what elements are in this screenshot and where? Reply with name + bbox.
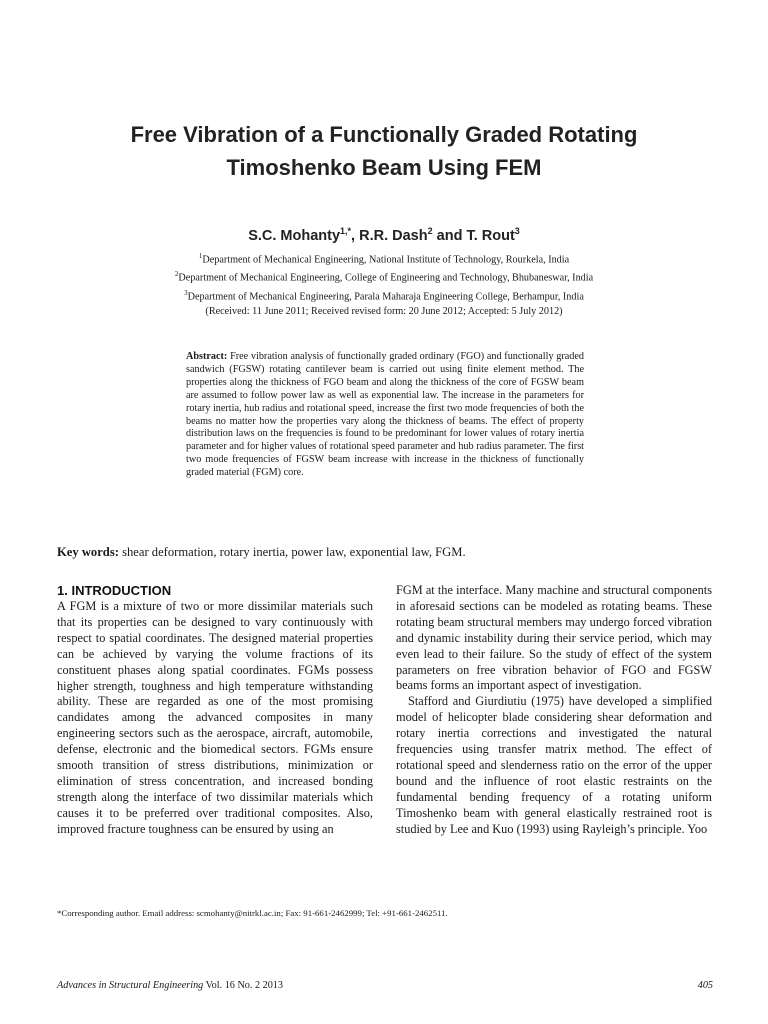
affiliation xyxy=(40,286,728,304)
author-name: R.R. Dash xyxy=(359,227,428,244)
author-list xyxy=(40,226,728,244)
affiliation-text: Department of Mechanical Engineering, National Institute of Technology, Rourkela, India xyxy=(202,254,570,266)
author-affil-mark: 3 xyxy=(514,226,520,236)
keywords-text: shear deformation, rotary inertia, power law, exponential law, FGM. xyxy=(122,545,466,559)
title-line-1: Free Vibration of a Functionally Graded Rotating xyxy=(130,122,638,147)
author-separator: and xyxy=(432,227,467,244)
paper-title xyxy=(40,118,728,184)
journal-issue: Vol. 16 No. 2 2013 xyxy=(203,980,283,991)
author-name: S.C. Mohanty xyxy=(248,227,341,244)
affiliation xyxy=(40,267,728,285)
title-line-2: Timoshenko Beam Using FEM xyxy=(226,155,542,180)
section-heading: 1. INTRODUCTION xyxy=(57,583,172,598)
abstract-text: Free vibration analysis of functionally graded ordinary (FGO) and functionally graded sandwich (FGSW) rotating cantilever beam is carried out using finite element method. The properties along the thickness of FGO beam and along the thickness of the core of FGSW beam are assumed to follow power law as well as exponential law. The increase in the parameters for rotary inertia, hub radius and rotational speed, increase the first two mode frequencies of both the beams no matter how the properties vary along the thickness of beams. The effect of property distribution laws on the frequencies is found to be predominant for lower values of rotary inertia parameter and for higher values of rotational speed parameter and hub radius parameter. The first two mode frequencies of FGSW beam increase with increase in the thickness of functionally graded material (FGM) core. xyxy=(186,351,584,479)
author-affil-mark: 2 xyxy=(427,226,433,236)
corresponding-author-footnote: *Corresponding author. Email address: scmohanty@nitrkl.ac.in; Fax: 91-661-2462999; Tel: +91-661-2462511. xyxy=(57,908,448,918)
author-name: T. Rout xyxy=(466,227,515,244)
affiliation-text: Department of Mechanical Engineering, Parala Maharaja Engineering College, Berhampur, India xyxy=(187,291,584,303)
affiliation-mark: 1 xyxy=(198,252,203,260)
page-number: 405 xyxy=(697,980,713,991)
keywords-label: Key words: xyxy=(57,545,119,559)
journal-footer xyxy=(57,980,283,991)
affiliation-mark: 3 xyxy=(184,288,188,297)
journal-name: Advances in Structural Engineering xyxy=(57,980,204,991)
affiliation-text: Department of Mechanical Engineering, College of Engineering and Technology, Bhubaneswar, India xyxy=(178,272,594,284)
intro-paragraph: Stafford and Giurdiutiu (1975) have developed a simplified model of helicopter blade considering shear deformation and rotary inertia corrections and investigated the natural frequencies using transfer matrix method. The effect of rotational speed and slenderness ratio on the error of the upper bound and the influence of root elastic restraints on the fundamental bending frequency of a rotating uniform Timoshenko beam with general elastically restrained root is studied by Lee and Kuo (1993) using Rayleigh’s principle. Yoo xyxy=(396,694,712,836)
keywords xyxy=(57,545,717,560)
intro-paragraph: A FGM is a mixture of two or more dissimilar materials such that its properties can be designed to vary continuously with respect to spatial coordinates. The designed material properties can be achieved by varying the volume fractions of its constituent phases along spatial coordinates. FGMs possess higher strength, toughness and high temperature withstanding ability. These are regarded as one of the most promising candidates among the advanced composites in many engineering sectors such as the aerospace, aircraft, automobile, defense, electronic and the biomedical sectors. FGMs ensure smooth transition of stress distributions, minimization or elimination of stress concentration, and increased bonding strength along the interface of two dissimilar materials which causes it to be preferred over traditional composites. Also, improved fracture toughness can be ensured by using an xyxy=(57,599,373,836)
affiliations xyxy=(40,249,728,304)
abstract xyxy=(186,351,584,480)
left-column xyxy=(57,583,373,838)
right-column xyxy=(396,583,712,838)
received-dates: (Received: 11 June 2011; Received revised form: 20 June 2012; Accepted: 5 July 2012) xyxy=(205,306,563,317)
affiliation-mark: 2 xyxy=(174,270,179,279)
abstract-label: Abstract: xyxy=(186,351,228,362)
affiliation xyxy=(40,249,728,267)
intro-paragraph: FGM at the interface. Many machine and structural components in aforesaid sections can be modeled as rotating beams. These rotating beam structural members may undergo forced vibration and dynamic instability during their service period, which may even lead to their failure. So the study of effect of the system parameters on free vibration behavior of FGO and FGSW beams forms an important aspect of investigation. xyxy=(396,583,712,693)
author-separator: , xyxy=(351,227,360,244)
author-affil-mark: 1,* xyxy=(340,226,352,236)
